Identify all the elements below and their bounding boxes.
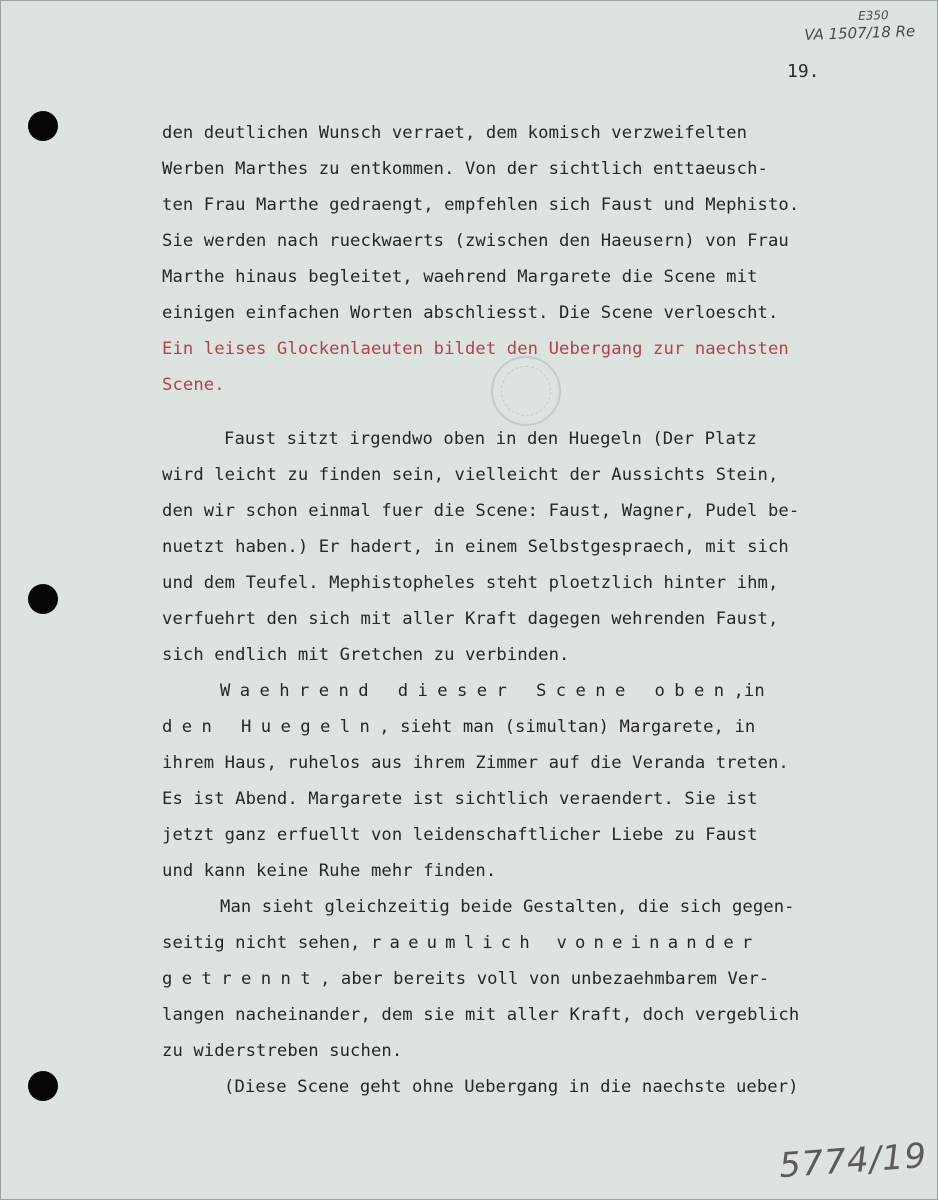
page-number: 19.: [787, 61, 820, 82]
red-text-line: Scene.: [162, 375, 225, 395]
archive-ref-line2: VA 1507/18 Re: [803, 22, 916, 44]
text-line-spaced: [162, 709, 912, 745]
archive-reference: [803, 7, 915, 45]
text-line: sich endlich mit Gretchen zu verbinden.: [162, 645, 570, 665]
text-line: und kann keine Ruhe mehr finden.: [162, 861, 497, 881]
punch-hole-middle: [28, 584, 58, 614]
text-line: wird leicht zu finden sein, vielleicht der Aussichts Stein,: [162, 465, 779, 485]
paragraph-gap: [162, 403, 912, 421]
text-fragment: ,in: [733, 681, 765, 701]
text-line: langen nacheinander, dem sie mit aller Kraft, doch vergeblich: [162, 1005, 800, 1025]
text-fragment: , sieht man (simultan) Margarete, in: [379, 717, 756, 737]
punch-hole-top: [28, 111, 58, 141]
text-line: den wir schon einmal fuer die Scene: Faust, Wagner, Pudel be-: [162, 501, 800, 521]
spaced-emphasis: den Huegeln: [162, 717, 380, 737]
text-line: jetzt ganz erfuellt von leidenschaftlicher Liebe zu Faust: [162, 825, 758, 845]
text-line-spaced: [162, 673, 912, 709]
text-line: Werben Marthes zu entkommen. Von der sichtlich enttaeusch-: [162, 159, 768, 179]
text-line: ten Frau Marthe gedraengt, empfehlen sich Faust und Mephisto.: [162, 195, 800, 215]
spaced-emphasis: raeumlich voneinander: [370, 933, 761, 953]
text-line: zu widerstreben suchen.: [162, 1041, 403, 1061]
text-line: den deutlichen Wunsch verraet, dem komisch verzweifelten: [162, 123, 748, 143]
text-fragment: seitig nicht sehen,: [162, 933, 371, 953]
typed-text: [162, 115, 912, 1105]
spaced-emphasis: getrennt: [162, 969, 320, 989]
text-line: Sie werden nach rueckwaerts (zwischen den Haeusern) von Frau: [162, 231, 789, 251]
text-line: ihrem Haus, ruhelos aus ihrem Zimmer auf die Veranda treten.: [162, 753, 789, 773]
text-line: verfuehrt den sich mit aller Kraft dagegen wehrenden Faust,: [162, 609, 779, 629]
archive-ref-line1: E350: [857, 7, 889, 24]
punch-hole-bottom: [28, 1071, 58, 1101]
text-line: Marthe hinaus begleitet, waehrend Margarete die Scene mit: [162, 267, 758, 287]
text-line: einigen einfachen Worten abschliesst. Die Scene verloescht.: [162, 303, 779, 323]
text-line: Man sieht gleichzeitig beide Gestalten, die sich gegen-: [220, 897, 795, 917]
red-text-line: Ein leises Glockenlaeuten bildet den Uebergang zur naechsten: [162, 339, 789, 359]
text-fragment: , aber bereits voll von unbezaehmbarem Ver-: [319, 969, 770, 989]
text-line: (Diese Scene geht ohne Uebergang in die naechste ueber): [224, 1077, 799, 1097]
handwritten-archive-number: 5774/19: [777, 1135, 929, 1187]
text-line: Es ist Abend. Margarete ist sichtlich veraendert. Sie ist: [162, 789, 758, 809]
text-line: Faust sitzt irgendwo oben in den Huegeln (Der Platz: [224, 429, 757, 449]
text-line: nuetzt haben.) Er hadert, in einem Selbstgespraech, mit sich: [162, 537, 789, 557]
spaced-emphasis: Waehrend dieser Scene oben: [220, 681, 734, 701]
text-line-spaced: [162, 925, 912, 961]
text-line-spaced: [162, 961, 912, 997]
text-line: und dem Teufel. Mephistopheles steht ploetzlich hinter ihm,: [162, 573, 779, 593]
